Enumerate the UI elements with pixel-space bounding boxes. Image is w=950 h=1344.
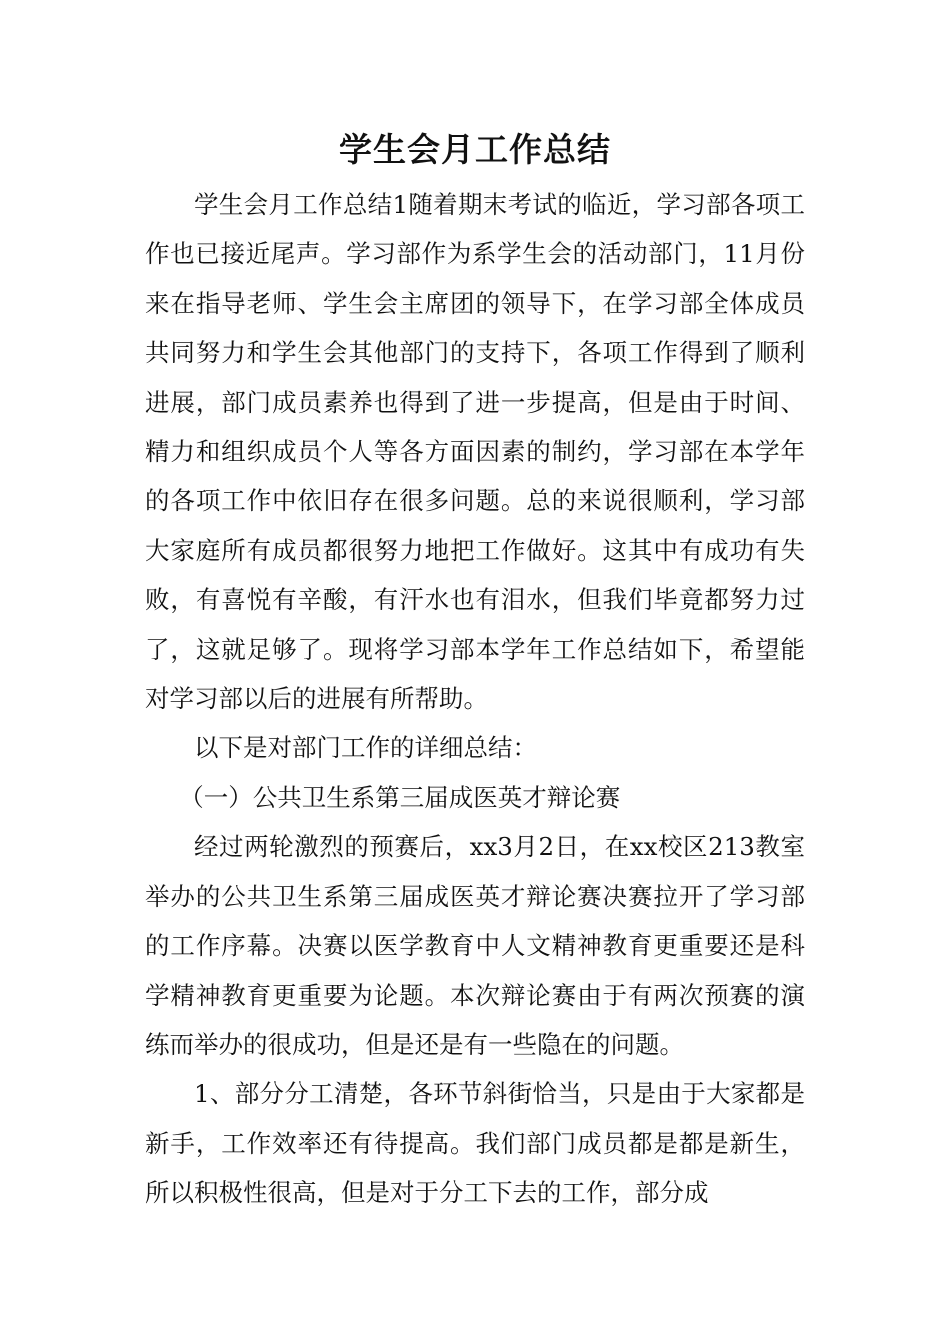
paragraph-debate: 经过两轮激烈的预赛后，xx3月2日，在xx校区213教室举办的公共卫生系第三届成医英才辩论赛决赛拉开了学习部的工作序幕。决赛以医学教育中人文精神教育更重要还是科学精神教育更重要为论题。本次辩论赛由于有两次预赛的演练而举办的很成功，但是还是有一些隐在的问题。	[145, 832, 805, 1059]
paragraph-point-1: 1、部分分工清楚，各环节斜街恰当，只是由于大家都是新手，工作效率还有待提高。我们部门成员都是都是新生，所以积极性很高，但是对于分工下去的工作，部分成	[145, 1079, 805, 1208]
section-heading-debate: （一）公共卫生系第三届成医英才辩论赛	[179, 782, 621, 812]
paragraph-summary-lead: 以下是对部门工作的详细总结：	[194, 733, 537, 763]
paragraph-intro: 学生会月工作总结1随着期末考试的临近，学习部各项工作也已接近尾声。学习部作为系学生会的活动部门，11月份来在指导老师、学生会主席团的领导下，在学习部全体成员共同努力和学生会其他部门的支持下，各项工作得到了顺利进展，部门成员素养也得到了进一步提高，但是由于时间、精力和组织成员个人等各方面因素的制约，学习部在本学年的各项工作中依旧存在很多问题。总的来说很顺利，学习部大家庭所有成员都很努力地把工作做好。这其中有成功有失败，有喜悦有辛酸，有汗水也有泪水，但我们毕竟都努力过了，这就足够了。现将学习部本学年工作总结如下，希望能对学习部以后的进展有所帮助。	[145, 190, 805, 714]
document-title: 学生会月工作总结	[339, 130, 611, 169]
document-page	[145, 120, 805, 1218]
